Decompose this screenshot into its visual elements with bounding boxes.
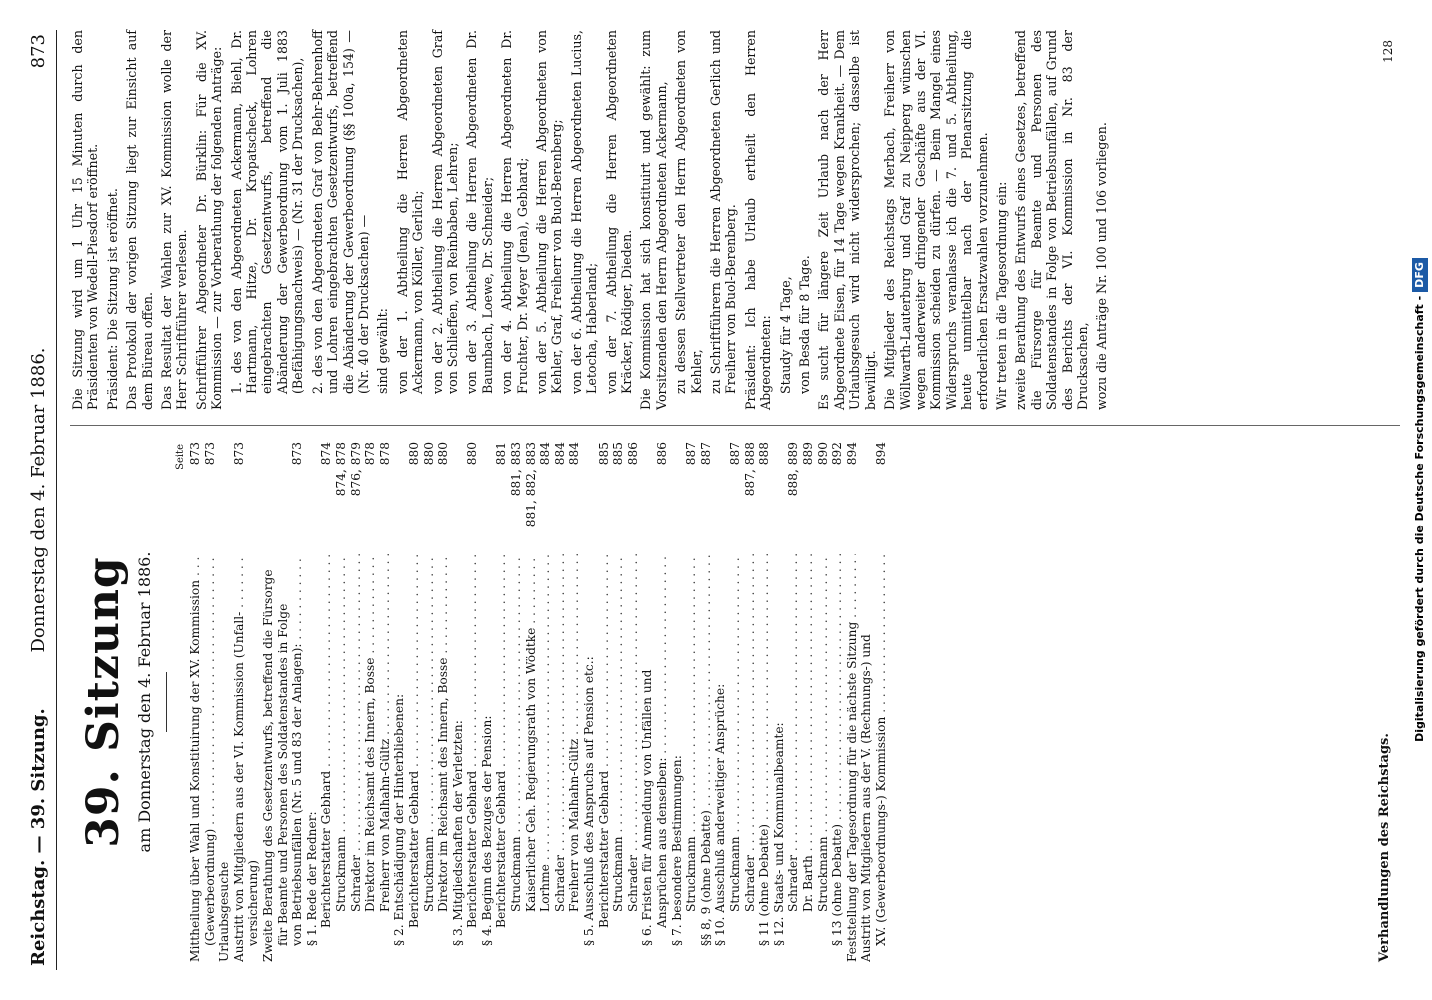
sheet-number: 128 [1380,40,1395,63]
toc-entry-text: Freiherr von Malhahn-Gültz . . . [378,554,393,912]
toc-entry-text: § 6. Fristen für Anmeldung von Unfällen und [640,669,655,946]
toc-entry-page: 873 [231,442,246,466]
toc-entry [494,442,509,962]
column-divider [70,425,1400,426]
toc-entry [246,442,261,962]
protocol-paragraph: 2. des von den Abgeordneten Graf von Behr-Behrenhoff und Lohren eingebrachten Gesetzentwurfs, betreffend die Abänderung der Gewerbeordnung (§§ 100a, 154) — (Nr. 40 der Drucksachen) — [309,30,371,394]
dfg-badge: DFG [1412,258,1428,292]
toc-entry [465,442,480,962]
toc-entry [203,442,218,962]
toc-entry-text: Dr. Barth . . . [801,554,816,912]
toc-entry [597,442,612,962]
toc-entry-page: 874 [319,442,334,466]
toc-entry-page: 887, 888 [742,442,757,497]
toc-entry-text: § 5. Ausschluß des Anspruchs auf Pension etc.: [582,656,597,946]
header-date: Donnerstag den 4. Februar 1886. [28,347,49,653]
toc-entry-page: 878 [363,442,378,466]
toc-entry [509,442,524,962]
session-title: 39. Sitzung [78,556,129,848]
protocol-paragraph: Präsident: Ich habe Urlaub ertheilt den Herren Abgeordneten: [742,30,774,410]
toc-entry [626,442,641,962]
toc-entry-text: Zweite Berathung des Gesetzentwurfs, betreffend die Fürsorge [260,569,275,962]
toc-entry-page: 889 [800,442,815,466]
protocol-paragraph: Wir treten in die Tagesordnung ein: [993,181,1009,410]
toc-entry [684,442,699,962]
protocol-paragraph: von der 5. Abtheilung die Herren Abgeordneten von Kehler, Graf, Freiherr von Buol-Berenberg; [533,30,565,394]
toc-entry-text: Struckmann . . . [509,554,524,912]
toc-entry-text: § 4. Beginn des Bezuges der Pension: [479,715,494,946]
protocol-paragraph: Das Resultat der Wahlen zur XV. Kommission wolle der Herr Schriftführer verlesen. [159,30,190,410]
toc-entry-text: § 11 (ohne Debatte) . . . [757,554,772,946]
toc-entry [480,442,495,962]
toc-entry-text: Feststellung der Tagesordnung für die nächste Sitzung . . . [845,554,860,962]
toc-entry-text: § 10. Ausschluß anderweitiger Ansprüche: [713,683,728,946]
toc-entry [378,442,393,962]
toc-list [188,442,889,962]
protocol-paragraph: Präsident: Die Sitzung ist eröffnet. [104,188,120,410]
toc-entry [407,442,422,962]
toc-entry [845,442,860,962]
toc-entry [422,442,437,962]
toc-entry-text: Schrader . . . [553,554,568,912]
toc-entry-text: Struckmann . . . [684,554,699,912]
toc-entry-page: 874, 878 [333,442,348,497]
toc-entry-text: Berichterstatter Gebhard . . . [407,554,422,928]
dfg-credit-text: Digitalisierung gefördert durch die Deutsche Forschungsgemeinschaft - [1413,295,1426,742]
protocol-paragraph: von der 4. Abtheilung die Herren Abgeordneten Dr. Fruchter, Dr. Meyer (Jena), Gebhard; [499,30,530,394]
toc-entry-page: 880 [421,442,436,466]
toc-entry-text: Ansprüchen aus denselben: . . . [655,554,670,928]
toc-entry [232,442,247,962]
toc-entry-text: Lorhme . . . [538,554,553,912]
protocol-paragraph: sind gewählt: [375,308,391,394]
toc-entry-page: 878 [377,442,392,466]
toc-entry-text: von Betriebsunfällen (Nr. 5 und 83 der Anlagen): . . . [290,554,305,946]
protocol-paragraph: Das Protokoll der vorigen Sitzung liegt zur Einsicht auf dem Büreau offen. [124,30,155,410]
title-rule [166,672,167,732]
toc-entry [436,442,451,962]
protocol-paragraph: von der 3. Abtheilung die Herren Abgeordneten Dr. Baumbach, Loewe, Dr. Schneider; [464,30,495,394]
toc-entry-text: Struckmann . . . [816,554,831,912]
toc-entry-text: für Beamte und Personen des Soldatenstandes in Folge [275,603,290,946]
toc-entry-page: 887 [698,442,713,466]
toc-entry-page: 884 [552,442,567,466]
toc-entry-page: 880 [465,442,480,466]
header-left: Reichstag. — 39. Sitzung. [28,708,49,966]
toc-entry [670,442,685,962]
toc-entry-text: Struckmann . . . [728,554,743,912]
protocol-paragraph: zweite Berathung des Entwurfs eines Gesetzes, betreffend die Fürsorge für Beamte und Personen des Soldatenstandes in Folge von Betriebsunfällen, auf Grund des Berichts der VI. Kommission in Nr. 83 der Drucksachen, [1013,30,1090,410]
toc-entry [567,442,582,962]
toc-entry [290,442,305,962]
protocol-paragraphs [70,30,1110,410]
toc-entry-text: Direktor im Reichsamt des Innern, Bosse . . . [436,554,451,912]
toc-entry-text: Schrader . . . [349,554,364,912]
toc-entry [276,442,291,962]
dfg-credit [1408,0,1432,1000]
footer-note: Verhandlungen des Reichstags. [1377,733,1392,962]
protocol-paragraph: Schriftführer Abgeordneter Dr. Bürklin: Für die XV. Kommission — zur Vorberathung der folgenden Anträge: [193,30,225,410]
toc-entry [728,442,743,962]
toc-entry-page: 890 [815,442,830,466]
toc-entry [772,442,787,962]
toc-entry-text: Struckmann . . . [334,554,349,912]
toc-entry-text: § 7. besondere Bestimmungen: [669,755,684,946]
toc-entry [188,442,203,962]
toc-entry [334,442,349,962]
toc-entry [305,442,320,962]
toc-entry-page: 886 [625,442,640,466]
toc-entry [713,442,728,962]
toc-entry-page: 884 [538,442,553,466]
toc-entry-text: Berichterstatter Gebhard . . . [465,554,480,928]
toc-entry [349,442,364,962]
protocol-paragraph: zu dessen Stellvertreter den Herrn Abgeordneten von Kehler, [673,30,704,394]
toc-entry [830,442,845,962]
toc-entry-page: 894 [873,442,888,466]
toc-entry [217,442,232,962]
table-of-contents [70,442,1400,962]
protocol-paragraph: von der 2. Abtheilung die Herren Abgeordneten Graf von Schlieffen, von Reinbaben, Lehren; [429,30,460,394]
running-header [22,30,57,970]
toc-entry-text: Urlaubsgesuche [217,861,232,962]
protocol-paragraph: Die Mitglieder des Reichstags Merbach, Freiherr von Wöllwarth-Lauterburg und Graf zu Neipperg wünschen wegen anderweiter dringender Geschäfte aus der VI. Kommission scheiden zu dürfen. — Beim Mangel eines Widerspruchs veranlasse ich die 7. und 5. Abtheilung, heute unmittelbar nach der Plenarsitzung die erforderlichen Ersatzwahlen vorzunehmen. [882,30,990,410]
toc-entry-text: § 2. Entschädigung der Hinterbliebenen: [392,693,407,946]
toc-entry-page: 886 [655,442,669,466]
toc-entry [655,442,670,962]
toc-entry-text: § 1. Rede der Redner: [304,811,319,946]
toc-entry-page: 887 [727,442,742,466]
toc-entry-page: 881, 883 [509,442,524,497]
toc-entry-text: Austritt von Mitgliedern aus der VI. Kommission (Unfall- . . . [232,554,247,962]
toc-entry-page: 873 [290,442,305,466]
toc-entry-text: XV. (Gewerbeordnungs-) Kommission . . . [874,554,889,946]
toc-entry-text: §§ 8, 9 (ohne Debatte) . . . [699,554,714,946]
toc-entry-page: 888, 889 [786,442,801,497]
toc-entry [611,442,626,962]
toc-entry-text: Direktor im Reichsamt des Innern, Bosse . . . [363,554,378,912]
protocol-paragraph: 1. des von den Abgeordneten Ackermann, Biehl, Dr. Hartmann, Hitze, Dr. Kropatscheck, Lohren eingebrachten Gesetzentwurfs, betreffend die Abänderung der Gewerbeordnung vom 1. Juli 1883 (Befähigungsnachweis) — (Nr. 31 der Drucksachen), [228,30,306,394]
header-page-number: 873 [28,34,49,69]
toc-entry [816,442,831,962]
toc-entry [363,442,378,962]
toc-entry-text: § 3. Mitgliedschaften der Verletzten: [450,720,465,946]
page-column-label: Seite [175,444,186,470]
toc-entry-page: 876, 879 [348,442,363,497]
protocol-paragraph: von Besda für 8 Tage. [797,255,813,394]
protocol-paragraph: wozu die Anträge Nr. 100 und 106 vorliegen. [1094,122,1110,410]
toc-entry-text: Struckmann . . . [611,554,626,912]
toc-entry-page: 885 [611,442,626,466]
toc-entry [743,442,758,962]
protocol-paragraph: Die Kommission hat sich konstituirt und gewählt: zum Vorsitzenden den Herrn Abgeordneten Ackermann, [638,30,669,410]
toc-entry [553,442,568,962]
protocol-paragraph: von der 6. Abtheilung die Herren Abgeordneten Lucius, Letocha, Haberland; [568,30,600,394]
toc-entry-text: Kaiserlicher Geh. Regierungsrath von Wödtke . . . [524,554,539,912]
toc-entry-page: 884 [567,442,582,466]
toc-entry-text: Mittheilung über Wahl und Konstituirung der XV. Kommission . . . [188,554,203,962]
toc-entry [451,442,466,962]
toc-entry-page: 894 [844,442,859,466]
toc-entry-page: 888 [757,442,772,466]
protocol-paragraph: Es sucht für längere Zeit Urlaub nach der Herr Abgeordnete Eisen, für 14 Tage wegen Krankheit. — Dem Urlaubsgesuch wird nicht widersprochen; dasselbe ist bewilligt. [816,30,878,410]
toc-entry [874,442,889,962]
toc-entry-page: 873 [202,442,217,466]
toc-entry-page: 892 [830,442,845,466]
toc-entry-text: Schrader . . . [626,554,641,912]
toc-entry-text: Struckmann . . . [422,554,437,912]
toc-entry [859,442,874,962]
toc-entry [319,442,334,962]
protocol-paragraph: von der 1. Abtheilung die Herren Abgeordneten Ackermann, von Köller, Gerlich; [394,30,426,394]
toc-entry-page: 873 [188,442,202,466]
protocol-paragraph: von der 7. Abtheilung die Herren Abgeordneten Kräcker, Rödiger, Dieden. [603,30,634,394]
toc-entry-text: § 13 (ohne Debatte) . . . [830,554,845,946]
protocol-paragraph: Staudy für 4 Tage, [777,276,793,394]
toc-entry-text: versicherung) [246,859,261,946]
digitization-sidebar [1408,0,1432,1000]
protocol-text [70,30,1400,410]
toc-entry [640,442,655,962]
toc-entry [582,442,597,962]
protocol-paragraph: Die Sitzung wird um 1 Uhr 15 Minuten durch den Präsidenten von Wedell-Piesdorf eröffnet. [70,30,101,410]
toc-entry-page: 880 [436,442,451,466]
protocol-paragraph: zu Schriftführern die Herren Abgeordneten Gerlich und Freiherr von Buol-Berenberg. [708,30,739,394]
toc-entry [538,442,553,962]
toc-entry [757,442,772,962]
toc-entry [261,442,276,962]
toc-entry [786,442,801,962]
toc-entry-page: 881, 882, 883 [523,442,538,528]
toc-entry [699,442,714,962]
toc-entry-text: Berichterstatter Gebhard . . . [597,554,612,928]
toc-entry-text: Austritt von Mitgliedern aus der V. (Rechnungs-) und [859,634,874,962]
toc-entry-page: 881 [494,442,509,466]
toc-entry-text: § 12. Staats- und Kommunalbeamte: [771,722,786,946]
toc-entry-page: 880 [406,442,421,466]
toc-entry-text: Berichterstatter Gebhard . . . [494,554,509,928]
toc-entry-page: 887 [684,442,699,466]
toc-entry [801,442,816,962]
toc-entry-text: (Gewerbeordnung) . . . [203,554,218,946]
toc-entry-page: 885 [596,442,611,466]
toc-entry-text: Schrader . . . [786,554,801,912]
session-subtitle: am Donnerstag den 4. Februar 1886. [135,551,154,853]
toc-entry-text: Schrader . . . [743,554,758,912]
toc-entry-text: Freiherr von Malhahn-Gültz . . . [567,554,582,912]
toc-entry [392,442,407,962]
toc-entry-text: Berichterstatter Gebhard . . . [319,554,334,928]
toc-entry [524,442,539,962]
